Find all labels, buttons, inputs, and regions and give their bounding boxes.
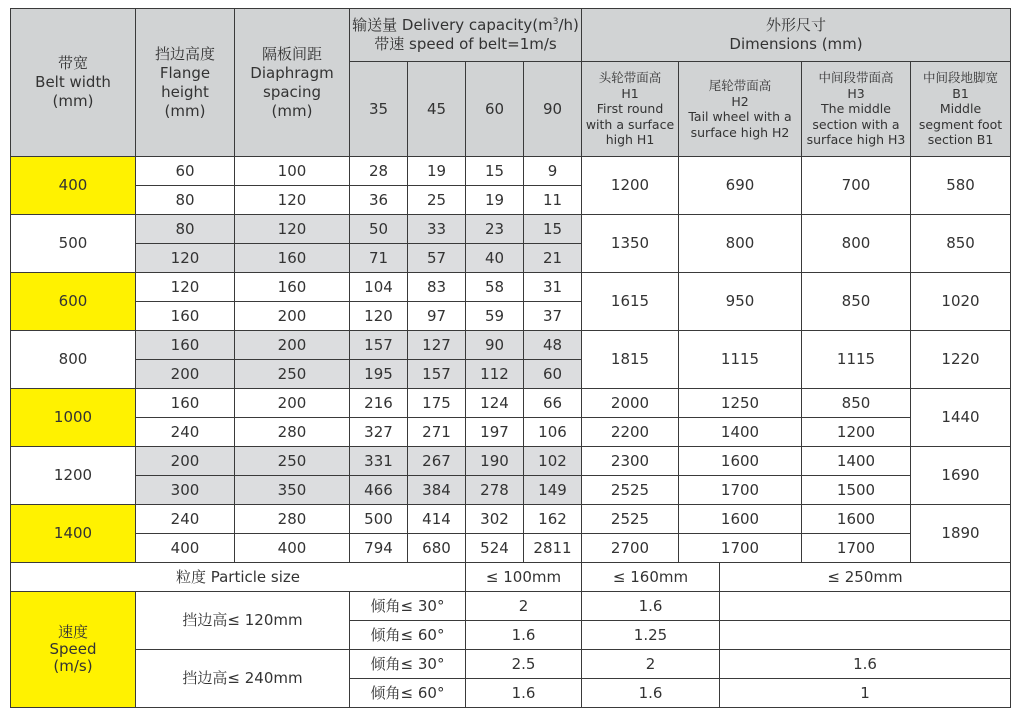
dim-h3-cell: 850 [802,273,911,331]
capacity-45-cell: 19 [408,157,466,186]
dim-b1-cell: 1690 [911,447,1011,505]
table-row [11,534,1011,563]
flange-height-cell: 80 [136,186,235,215]
speed-value-160: 2 [582,650,720,679]
capacity-60-cell: 112 [466,360,524,389]
speed-row [11,650,1011,679]
dim-b1-cell: 580 [911,157,1011,215]
speed-value-250: 1 [720,679,1011,708]
dim-h2-cell: 1600 [679,505,802,534]
capacity-90-cell: 2811 [524,534,582,563]
speed-value-100: 2.5 [466,650,582,679]
dim-h3-cell: 700 [802,157,911,215]
dim-h1-cell: 2700 [582,534,679,563]
capacity-35-cell: 327 [350,418,408,447]
capacity-60-cell: 40 [466,244,524,273]
capacity-90-cell: 37 [524,302,582,331]
speed-angle-cell: 倾角≤ 30° [350,592,466,621]
capacity-45-cell: 680 [408,534,466,563]
speed-flange-limit: 挡边高≤ 240mm [136,650,350,708]
dim-h3-cell: 1115 [802,331,911,389]
capacity-45-cell: 97 [408,302,466,331]
capacity-90-cell: 48 [524,331,582,360]
diaphragm-spacing-cell: 200 [235,302,350,331]
capacity-90-cell: 9 [524,157,582,186]
capacity-35-cell: 120 [350,302,408,331]
diaphragm-spacing-cell: 160 [235,273,350,302]
dim-b1-cell: 850 [911,215,1011,273]
header-h1: 头轮带面高 H1 First round with a surface high H1 [582,62,679,157]
flange-height-cell: 160 [136,331,235,360]
speed-value-100: 1.6 [466,679,582,708]
capacity-35-cell: 500 [350,505,408,534]
header-angle-60: 60 [466,62,524,157]
capacity-35-cell: 50 [350,215,408,244]
dim-h1-cell: 1350 [582,215,679,273]
header-b1: 中间段地脚宽 B1 Middle segment foot section B1 [911,62,1011,157]
table-row [11,273,1011,302]
dim-h1-cell: 1815 [582,331,679,389]
capacity-35-cell: 466 [350,476,408,505]
dim-h2-cell: 1700 [679,534,802,563]
header-belt-width: 带宽 Belt width (mm) [11,9,136,157]
capacity-90-cell: 21 [524,244,582,273]
speed-flange-limit: 挡边高≤ 120mm [136,592,350,650]
speed-value-250 [720,592,1011,621]
diaphragm-spacing-cell: 280 [235,505,350,534]
speed-angle-cell: 倾角≤ 60° [350,679,466,708]
capacity-60-cell: 23 [466,215,524,244]
diaphragm-spacing-cell: 120 [235,215,350,244]
header-angle-90: 90 [524,62,582,157]
dim-h1-cell: 1615 [582,273,679,331]
capacity-60-cell: 197 [466,418,524,447]
capacity-45-cell: 414 [408,505,466,534]
table-row [11,447,1011,476]
capacity-60-cell: 302 [466,505,524,534]
diaphragm-spacing-cell: 200 [235,389,350,418]
capacity-45-cell: 384 [408,476,466,505]
speed-value-100: 1.6 [466,621,582,650]
belt-width-cell: 1400 [11,505,136,563]
diaphragm-spacing-cell: 200 [235,331,350,360]
capacity-90-cell: 15 [524,215,582,244]
table-row [11,157,1011,186]
table-row [11,505,1011,534]
capacity-90-cell: 106 [524,418,582,447]
flange-height-cell: 80 [136,215,235,244]
capacity-60-cell: 278 [466,476,524,505]
table-row [11,215,1011,244]
speed-value-160: 1.6 [582,679,720,708]
speed-value-160: 1.25 [582,621,720,650]
diaphragm-spacing-cell: 120 [235,186,350,215]
particle-size-row [11,563,1011,592]
capacity-60-cell: 15 [466,157,524,186]
capacity-90-cell: 149 [524,476,582,505]
capacity-35-cell: 104 [350,273,408,302]
header-flange-height: 挡边高度 Flange height (mm) [136,9,235,157]
table-row [11,389,1011,418]
flange-height-cell: 240 [136,418,235,447]
belt-width-cell: 500 [11,215,136,273]
flange-height-cell: 160 [136,389,235,418]
dim-h2-cell: 690 [679,157,802,215]
capacity-45-cell: 271 [408,418,466,447]
flange-height-cell: 400 [136,534,235,563]
capacity-45-cell: 33 [408,215,466,244]
flange-height-cell: 120 [136,273,235,302]
capacity-45-cell: 127 [408,331,466,360]
dim-h3-cell: 1400 [802,447,911,476]
capacity-35-cell: 794 [350,534,408,563]
capacity-35-cell: 195 [350,360,408,389]
speed-value-250: 1.6 [720,650,1011,679]
capacity-90-cell: 60 [524,360,582,389]
capacity-60-cell: 524 [466,534,524,563]
belt-width-cell: 800 [11,331,136,389]
header-h2: 尾轮带面高 H2 Tail wheel with a surface high H2 [679,62,802,157]
capacity-60-cell: 19 [466,186,524,215]
dim-h2-cell: 1115 [679,331,802,389]
diaphragm-spacing-cell: 160 [235,244,350,273]
particle-size-label: 粒度 Particle size [11,563,466,592]
flange-height-cell: 120 [136,244,235,273]
diaphragm-spacing-cell: 100 [235,157,350,186]
speed-angle-cell: 倾角≤ 30° [350,650,466,679]
dim-h2-cell: 800 [679,215,802,273]
spec-table [10,8,1011,708]
capacity-90-cell: 11 [524,186,582,215]
dim-h1-cell: 2525 [582,476,679,505]
dim-h3-cell: 1700 [802,534,911,563]
dim-h1-cell: 2200 [582,418,679,447]
flange-height-cell: 60 [136,157,235,186]
diaphragm-spacing-cell: 250 [235,360,350,389]
dim-h2-cell: 1600 [679,447,802,476]
dim-h2-cell: 950 [679,273,802,331]
particle-size-100: ≤ 100mm [466,563,582,592]
dim-h2-cell: 1250 [679,389,802,418]
diaphragm-spacing-cell: 350 [235,476,350,505]
capacity-60-cell: 190 [466,447,524,476]
speed-value-250 [720,621,1011,650]
dim-h2-cell: 1400 [679,418,802,447]
diaphragm-spacing-cell: 250 [235,447,350,476]
diaphragm-spacing-cell: 400 [235,534,350,563]
flange-height-cell: 200 [136,360,235,389]
belt-width-cell: 600 [11,273,136,331]
flange-height-cell: 160 [136,302,235,331]
header-delivery-capacity: 输送量 Delivery $capacity(m^3/h)$ 带速 speed of belt=1m/s [350,9,582,62]
dim-b1-cell: 1440 [911,389,1011,447]
dim-b1-cell: 1890 [911,505,1011,563]
belt-width-cell: 400 [11,157,136,215]
capacity-45-cell: 25 [408,186,466,215]
dim-h1-cell: 2300 [582,447,679,476]
dim-h1-cell: 2000 [582,389,679,418]
capacity-90-cell: 102 [524,447,582,476]
dim-h2-cell: 1700 [679,476,802,505]
capacity-60-cell: 90 [466,331,524,360]
dim-h3-cell: 1500 [802,476,911,505]
header-dimensions: 外形尺寸 Dimensions (mm) [582,9,1011,62]
dim-h3-cell: 1200 [802,418,911,447]
dim-b1-cell: 1020 [911,273,1011,331]
belt-width-cell: 1200 [11,447,136,505]
capacity-35-cell: 36 [350,186,408,215]
capacity-45-cell: 267 [408,447,466,476]
diaphragm-spacing-cell: 280 [235,418,350,447]
capacity-35-cell: 71 [350,244,408,273]
header-h3: 中间段带面高 H3 The middle section with a surface high H3 [802,62,911,157]
flange-height-cell: 300 [136,476,235,505]
dim-h3-cell: 800 [802,215,911,273]
capacity-90-cell: 31 [524,273,582,302]
flange-height-cell: 200 [136,447,235,476]
capacity-60-cell: 58 [466,273,524,302]
header-angle-45: 45 [408,62,466,157]
capacity-45-cell: 57 [408,244,466,273]
capacity-60-cell: 124 [466,389,524,418]
table-row [11,331,1011,360]
speed-value-160: 1.6 [582,592,720,621]
speed-value-100: 2 [466,592,582,621]
capacity-35-cell: 216 [350,389,408,418]
particle-size-250: ≤ 250mm [720,563,1011,592]
table-row [11,476,1011,505]
header-angle-35: 35 [350,62,408,157]
speed-label: 速度 Speed (m/s) [11,592,136,708]
capacity-90-cell: 66 [524,389,582,418]
dim-h3-cell: 850 [802,389,911,418]
dim-h1-cell: 2525 [582,505,679,534]
capacity-35-cell: 28 [350,157,408,186]
capacity-35-cell: 157 [350,331,408,360]
capacity-60-cell: 59 [466,302,524,331]
speed-row [11,592,1011,621]
dim-h1-cell: 1200 [582,157,679,215]
belt-width-cell: 1000 [11,389,136,447]
capacity-45-cell: 175 [408,389,466,418]
particle-size-160: ≤ 160mm [582,563,720,592]
capacity-90-cell: 162 [524,505,582,534]
header-diaphragm-spacing: 隔板间距 Diaphragm spacing (mm) [235,9,350,157]
dim-h3-cell: 1600 [802,505,911,534]
flange-height-cell: 240 [136,505,235,534]
capacity-45-cell: 83 [408,273,466,302]
speed-angle-cell: 倾角≤ 60° [350,621,466,650]
capacity-45-cell: 157 [408,360,466,389]
dim-b1-cell: 1220 [911,331,1011,389]
capacity-35-cell: 331 [350,447,408,476]
table-row [11,418,1011,447]
